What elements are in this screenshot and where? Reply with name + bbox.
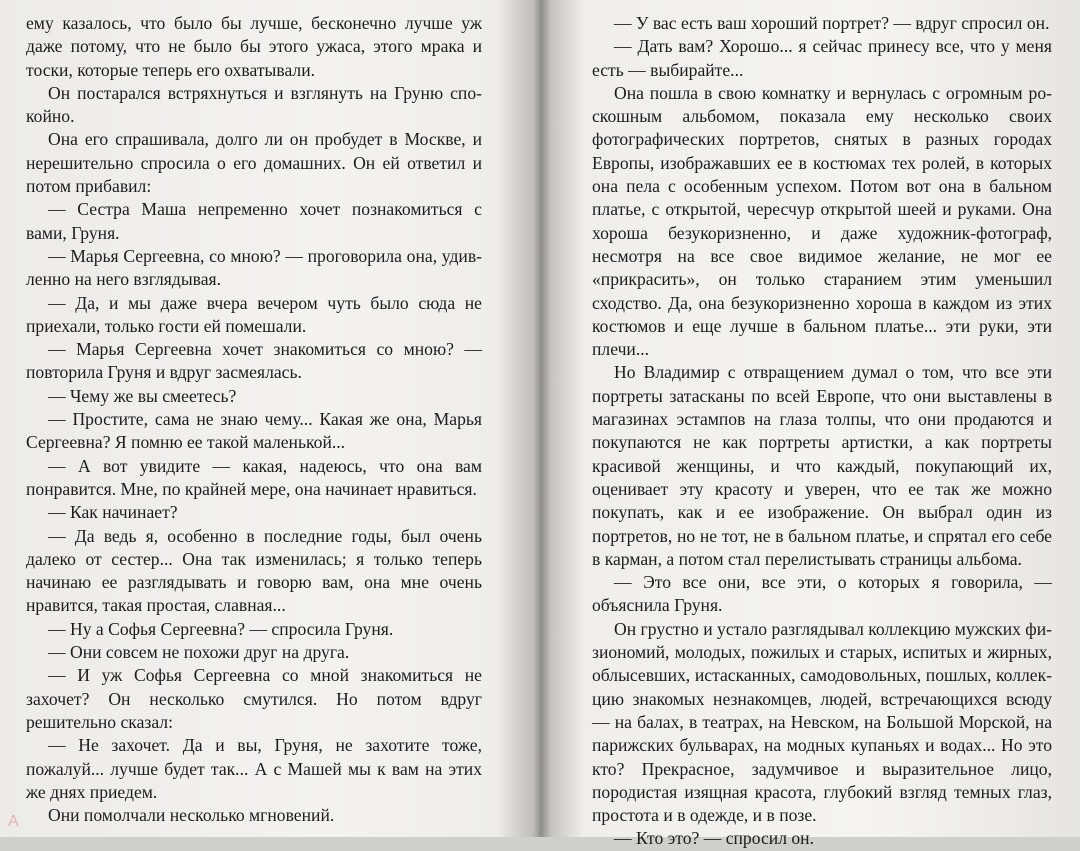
paragraph: — Сестра Маша непременно хочет познакомиться с вами, Груня. bbox=[26, 199, 482, 243]
paragraph: — Да ведь я, особенно в последние годы, был очень далеко от сестер... Она так изменилась; я только теперь начинаю ее разглядывать и говорю вам, она мне очень нравится, такая простая, славная... bbox=[26, 525, 482, 616]
paragraph: — Это все они, все эти, о которых я говорила, — объяснила Груня. bbox=[592, 572, 1052, 616]
paragraph: — И уж Софья Сергеевна со мной знакомиться не захочет? Он несколько смутился. Но потом вдруг решительно сказал: bbox=[26, 665, 482, 732]
left-page bbox=[26, 12, 482, 827]
paragraph: — Ну а Софья Сергеевна? — спросила Груня. bbox=[48, 618, 394, 639]
paragraph: Она его спрашивала, долго ли он пробудет в Москве, и нерешительно спросила о его домашних. Он ей ответил и потом прибавил: bbox=[26, 129, 482, 197]
watermark-logo: A bbox=[8, 813, 19, 830]
paragraph: Они помолчали несколько мгновений. bbox=[48, 805, 335, 826]
paragraph: Она пошла в свою комнатку и вернулась с огромным роскошным альбомом, показала ему несколько своих фотографических портретов, снятых в разных городах Европы, изображавших ее в костюмах тех ролей, в которых она пела с особенным успехом. Потом вот она в бальном платье, с открытой, чересчур открытой шеей и руками. Она хороша безукоризненно, и даже художник-фотограф, несмотря на все свое видимое желание, не мог ее «прикрасить», он только старанием этим уменьшил сходство. Да, она безукоризненно хороша в каждом из этих костюмов и еще лучше в бальном платье... эти руки, эти плечи... bbox=[592, 82, 1052, 360]
paragraph: — Как начинает? bbox=[48, 502, 178, 523]
paragraph: Он постарался встряхнуться и взглянуть на Груню спокойно. bbox=[26, 82, 482, 127]
paragraph: — У вас есть ваш хороший портрет? — вдруг спросил он. bbox=[614, 13, 1050, 33]
paragraph: — Марья Сергеевна хочет знакомиться со мною? — повторила Груня и вдруг засмеялась. bbox=[26, 339, 482, 383]
paragraph: — Кто это? — спросил он. bbox=[614, 828, 814, 849]
paragraph: — Они совсем не похожи друг на друга. bbox=[48, 642, 350, 663]
paragraph: — А вот увидите — какая, надеюсь, что она вам понравится. Мне, по крайней мере, она начинает нравиться. bbox=[26, 455, 482, 499]
right-page bbox=[592, 12, 1052, 851]
paragraph: — Не захочет. Да и вы, Груня, не захотите тоже, пожалуй... лучше будет так... А с Машей мы к вам на этих же днях приедем. bbox=[26, 735, 482, 802]
paragraph: ему казалось, что было бы лучше, бесконечно лучше уж даже потому, что не было бы этого ужаса, этого мрака и тоски, которые теперь его охватывали. bbox=[26, 13, 482, 80]
paragraph: — Чему же вы смеетесь? bbox=[48, 385, 237, 406]
paragraph: Но Владимир с отвращением думал о том, что все эти портреты затасканы по всей Европе, что они выставлены в магазинах эстампов на глаза толпы, что они продаются и покупаются не как портреты артистки, а как портреты красивой женщины, и что каждый, покупающий их, оценивает эту красоту и уверен, что ее так же можно покупать, как и ее изображение. Он выбрал один из портретов, но не тот, не в бальном платье, и спрятал его себе в карман, а потом стал перелистывать страницы альбома. bbox=[592, 362, 1052, 569]
paragraph: — Простите, сама не знаю чему... Какая же она, Марья Сергеевна? Я помню ее такой маленькой... bbox=[26, 409, 482, 453]
paragraph: — Да, и мы даже вчера вечером чуть было сюда не приехали, только гости ей помешали. bbox=[26, 292, 482, 336]
paragraph: — Марья Сергеевна, со мною? — проговорила она, удивленно на него взглядывая. bbox=[26, 245, 482, 290]
paragraph: — Дать вам? Хорошо... я сейчас принесу все, что у меня есть — выбирайте... bbox=[592, 36, 1052, 80]
paragraph: Он грустно и устало разглядывал коллекцию мужских физиономий, молодых, пожилых и старых, испитых и жирных, облысевших, истасканных, самодовольных, пошлых, коллекцию знакомых незнакомцев, людей, встречающихся всюду — на балах, в театрах, на Невском, на Большой Морской, на парижских бульварах, на модных купаньях и водах... Но это кто? Прекрасное, задумчивое и выразительное лицо, породистая изящная красота, глубокий взгляд темных глаз, простота и в одежде, и в позе. bbox=[592, 618, 1052, 826]
